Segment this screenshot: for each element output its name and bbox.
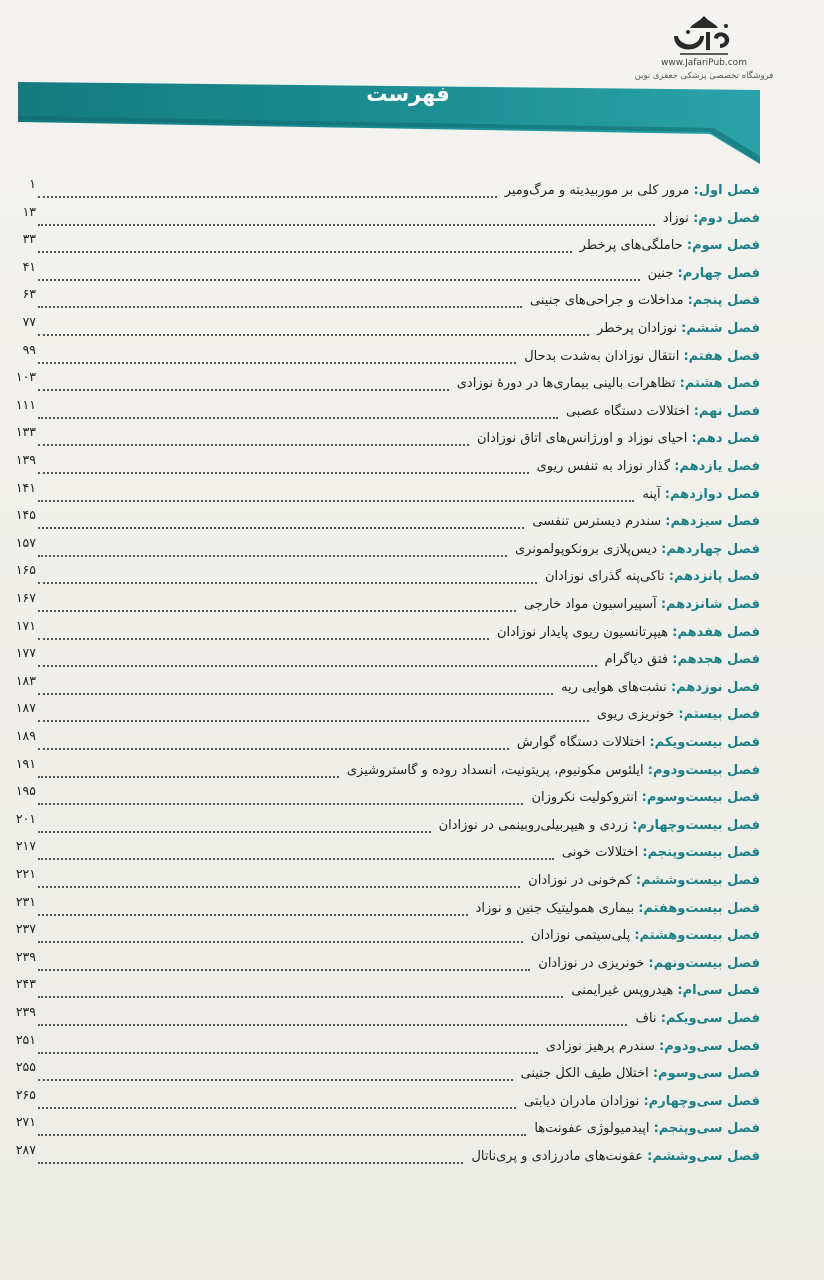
dot-leader	[38, 906, 468, 916]
chapter-entry	[605, 652, 760, 667]
toc-row	[0, 1032, 824, 1060]
toc-row	[0, 562, 824, 590]
chapter-entry	[546, 1039, 760, 1054]
chapter-label: فصل هجدهم:	[672, 652, 760, 668]
chapter-entry	[439, 818, 760, 833]
chapter-title: زردی و هیپربیلی‌روبینمی در نوزادان	[438, 817, 629, 833]
dot-leader	[38, 547, 507, 557]
toc-row	[0, 1114, 824, 1142]
chapter-title: گذار نوزاد به تنفس ریوی	[536, 459, 671, 474]
publisher-url: www.JafariPub.com	[661, 58, 747, 68]
chapter-label: فصل سی‌وسوم:	[652, 1066, 760, 1082]
chapter-title: اختلالات خونی	[561, 845, 639, 861]
chapter-label: فصل ششم:	[681, 321, 760, 336]
page-number: ۲۸۷	[15, 1142, 36, 1157]
toc-row	[0, 1142, 824, 1170]
chapter-entry	[531, 928, 760, 943]
chapter-title: اختلالات دستگاه گوارش	[516, 735, 646, 750]
dot-leader	[38, 492, 634, 502]
chapter-entry	[597, 321, 760, 336]
chapter-title: پلی‌سیتمی نوزادان	[531, 928, 631, 944]
chapter-label: فصل سی‌ویکم:	[660, 1011, 760, 1026]
page-number: ۲۳۹	[15, 948, 36, 964]
dot-leader	[38, 1126, 526, 1136]
page-number: ۱۹۵	[15, 783, 36, 799]
toc-row	[0, 811, 824, 839]
chapter-title: سندرم دیسترس تنفسی	[532, 514, 662, 530]
chapter-label: فصل بیستم:	[678, 707, 760, 723]
chapter-title: نشت‌های هوایی ریه	[561, 679, 667, 695]
page-number: ۲۳۷	[15, 921, 36, 937]
chapter-entry	[648, 266, 760, 281]
toc-row	[0, 728, 824, 756]
chapter-label: فصل سی‌وچهارم:	[643, 1093, 760, 1109]
dot-leader	[38, 271, 640, 281]
chapter-title: احیای نوزاد و اورژانس‌های اتاق نوزادان	[476, 431, 688, 447]
toc-row	[0, 1087, 824, 1115]
chapter-title: خونریزی در نوزادان	[538, 955, 645, 971]
dot-leader	[38, 216, 655, 226]
chapter-title: هیدروپس غیرایمنی	[571, 983, 674, 999]
chapter-title: دیس‌پلازی برونکوپولمونری	[514, 541, 657, 557]
chapter-entry	[497, 625, 760, 640]
dot-leader	[38, 630, 489, 640]
chapter-title: نوزادان پرخطر	[597, 321, 677, 336]
chapter-title: هیپرتانسیون ریوی پایدار نوزادان	[496, 624, 669, 640]
toc-row	[0, 1004, 824, 1032]
chapter-entry	[477, 431, 760, 446]
chapter-label: فصل پنجم:	[687, 293, 760, 309]
chapter-label: فصل چهاردهم:	[661, 541, 760, 557]
chapter-title: آسپیراسیون مواد خارجی	[523, 597, 657, 612]
dot-leader	[38, 768, 339, 778]
chapter-entry	[476, 901, 760, 916]
chapter-title: ناف	[635, 1011, 657, 1026]
dot-leader	[38, 298, 522, 308]
toc-row	[0, 397, 824, 425]
dot-leader	[38, 326, 589, 336]
chapter-entry	[534, 1121, 760, 1136]
chapter-label: فصل اول:	[693, 183, 760, 198]
chapter-label: فصل یازدهم:	[674, 459, 760, 474]
dot-leader	[38, 740, 509, 750]
dot-leader	[38, 243, 572, 253]
chapter-label: فصل سوم:	[686, 238, 760, 254]
chapter-label: فصل بیست‌وهفتم:	[638, 900, 760, 916]
page-number: ۹۹	[22, 341, 36, 357]
page-number: ۱۰۳	[15, 369, 36, 385]
chapter-label: فصل بیست‌وششم:	[635, 873, 760, 888]
chapter-label: فصل سی‌ام:	[677, 983, 760, 999]
page-number: ۱۸۷	[15, 700, 36, 716]
chapter-title: انتروکولیت نکروزان	[531, 790, 638, 806]
page-number: ۱۹۱	[15, 755, 36, 771]
publisher-name: فروشگاه تخصصی پزشکی جعفری نوین	[634, 71, 774, 81]
dot-leader	[38, 685, 553, 695]
toc-row	[0, 452, 824, 480]
page-number: ۶۳	[22, 286, 36, 302]
dot-leader	[38, 1016, 627, 1026]
chapter-entry	[515, 542, 760, 557]
dot-leader	[38, 823, 431, 833]
toc-row	[0, 369, 824, 397]
chapter-title: آپنه	[642, 486, 661, 502]
page-number: ۲۰۱	[15, 810, 36, 826]
toc-row	[0, 590, 824, 618]
page-number: ۱۴۵	[15, 507, 36, 523]
page-number: ۱۸۳	[15, 672, 36, 688]
chapter-label: فصل بیست‌ویکم:	[649, 735, 760, 750]
dot-leader	[38, 988, 563, 998]
chapter-entry	[524, 597, 760, 612]
chapter-label: فصل چهارم:	[677, 265, 760, 281]
chapter-entry	[635, 1011, 760, 1026]
page-number: ۱۳	[22, 203, 36, 219]
toc-row	[0, 1059, 824, 1087]
chapter-label: فصل بیست‌وپنجم:	[642, 845, 760, 861]
dot-leader	[38, 1154, 463, 1164]
chapter-title: مداخلات و جراحی‌های جنینی	[530, 293, 684, 309]
dot-leader	[38, 933, 523, 943]
chapter-entry	[561, 680, 760, 695]
chapter-label: فصل هفتم:	[683, 348, 760, 364]
toc-row	[0, 314, 824, 342]
chapter-title: تظاهرات بالینی بیماری‌ها در دورهٔ نوزادی	[456, 376, 676, 392]
toc-row	[0, 231, 824, 259]
publisher-logo-icon	[666, 14, 742, 58]
toc-row	[0, 259, 824, 287]
chapter-entry	[517, 735, 760, 750]
toc-row	[0, 673, 824, 701]
chapter-entry	[530, 293, 760, 308]
chapter-entry	[643, 487, 761, 502]
page-number: ۱۶۷	[15, 590, 36, 605]
dot-leader	[38, 1071, 513, 1081]
dot-leader	[38, 354, 516, 364]
chapter-label: فصل بیست‌ودوم:	[647, 762, 760, 778]
toc-row	[0, 286, 824, 314]
page-number: ۲۷۱	[15, 1114, 36, 1130]
page-number: ۷۷	[22, 314, 36, 329]
chapter-label: فصل دهم:	[691, 431, 760, 447]
chapter-label: فصل هشتم:	[679, 376, 760, 392]
toc-row	[0, 176, 824, 204]
contents-banner	[18, 72, 760, 164]
chapter-entry	[505, 183, 760, 198]
chapter-entry	[545, 569, 760, 584]
page-number: ۱	[29, 176, 36, 191]
chapter-entry	[538, 956, 760, 971]
chapter-entry	[528, 873, 760, 888]
toc-row	[0, 700, 824, 728]
toc-row	[0, 424, 824, 452]
chapter-title: تاکی‌پنه گذرای نوزادان	[544, 569, 665, 585]
chapter-entry	[566, 404, 760, 419]
chapter-label: فصل دوازدهم:	[664, 486, 760, 502]
chapter-label: فصل سی‌ودوم:	[659, 1038, 760, 1054]
dot-leader	[38, 464, 529, 474]
toc-row	[0, 342, 824, 370]
dot-leader	[38, 712, 589, 722]
chapter-entry	[580, 238, 760, 253]
chapter-entry	[532, 790, 761, 805]
chapter-title: عفونت‌های مادرزادی و پری‌ناتال	[471, 1149, 643, 1164]
page-number: ۱۶۵	[15, 562, 36, 578]
chapter-label: فصل بیست‌وهشتم:	[634, 928, 760, 944]
chapter-label: فصل پانزدهم:	[668, 569, 760, 585]
dot-leader	[38, 409, 558, 419]
toc-row	[0, 204, 824, 232]
dot-leader	[38, 602, 516, 612]
dot-leader	[38, 961, 530, 971]
page-number: ۱۸۹	[15, 728, 36, 743]
dot-leader	[38, 878, 520, 888]
page-number: ۲۵۵	[15, 1059, 36, 1075]
chapter-entry	[571, 983, 760, 998]
chapter-entry	[663, 211, 760, 226]
page-number: ۲۵۱	[15, 1031, 36, 1047]
page-number: ۱۴۱	[15, 479, 36, 495]
dot-leader	[38, 795, 523, 805]
chapter-entry	[457, 376, 760, 391]
chapter-entry	[347, 763, 760, 778]
chapter-label: فصل بیست‌وسوم:	[641, 790, 760, 806]
dot-leader	[38, 657, 597, 667]
chapter-label: فصل هفدهم:	[672, 624, 760, 640]
chapter-title: سندرم پرهیز نوزادی	[545, 1038, 655, 1054]
page-number: ۲۲۱	[15, 866, 36, 881]
chapter-title: اختلال طیف الکل جنینی	[520, 1066, 649, 1082]
toc-row	[0, 976, 824, 1004]
page-number: ۳۳	[22, 231, 36, 247]
chapter-entry	[524, 349, 760, 364]
toc-row	[0, 756, 824, 784]
toc-row	[0, 618, 824, 646]
chapter-label: فصل نهم:	[693, 403, 760, 419]
chapter-label: فصل سی‌وپنجم:	[653, 1121, 760, 1137]
dot-leader	[38, 188, 497, 198]
chapter-title: ایلئوس مکونیوم، پریتونیت، انسداد روده و گاستروشیزی	[346, 762, 644, 778]
toc-row	[0, 783, 824, 811]
chapter-title: خونریزی ریوی	[596, 707, 675, 723]
chapter-entry	[471, 1149, 760, 1164]
page-number: ۲۶۵	[15, 1086, 36, 1102]
page-number: ۲۳۹	[15, 1004, 36, 1019]
page-number: ۲۴۳	[15, 976, 36, 992]
chapter-label: فصل نوزدهم:	[670, 679, 760, 695]
chapter-title: مرور کلی بر موربیدیته و مرگ‌ومیر	[504, 183, 690, 198]
chapter-title: حاملگی‌های پرخطر	[579, 238, 683, 254]
page-number: ۱۳۹	[15, 452, 36, 467]
page-number: ۱۵۷	[15, 534, 36, 550]
chapter-label: فصل بیست‌ونهم:	[648, 955, 760, 971]
chapter-entry	[532, 514, 760, 529]
dot-leader	[38, 1099, 516, 1109]
dot-leader	[38, 436, 469, 446]
chapter-label: فصل شانزدهم:	[660, 597, 760, 612]
page-number: ۱۱۱	[15, 396, 36, 412]
toc-row	[0, 894, 824, 922]
chapter-title: نوزادان مادران دیابتی	[524, 1093, 640, 1109]
toc-row	[0, 645, 824, 673]
toc-row	[0, 866, 824, 894]
chapter-label: فصل سیزدهم:	[665, 514, 760, 530]
toc-row	[0, 921, 824, 949]
page-number: ۲۱۷	[15, 838, 36, 854]
chapter-title: کم‌خونی در نوزادان	[528, 873, 632, 888]
toc-row	[0, 507, 824, 535]
chapter-label: فصل سی‌وششم:	[647, 1149, 760, 1164]
dot-leader	[38, 519, 524, 529]
chapter-title: جنین	[647, 265, 674, 281]
page-number: ۱۷۱	[15, 617, 36, 633]
chapter-entry	[597, 707, 760, 722]
page-number: ۲۳۱	[15, 893, 36, 909]
chapter-label: فصل بیست‌وچهارم:	[632, 817, 760, 833]
chapter-entry	[521, 1066, 760, 1081]
chapter-title: نوزاد	[662, 210, 689, 226]
toc-row	[0, 480, 824, 508]
chapter-title: اختلالات دستگاه عصبی	[565, 403, 690, 419]
chapter-title: فتق دیاگرام	[604, 652, 669, 668]
page-number: ۱۳۳	[15, 424, 36, 440]
page-number: ۴۱	[22, 258, 36, 274]
dot-leader	[38, 850, 554, 860]
toc-row	[0, 949, 824, 977]
dot-leader	[38, 381, 449, 391]
page-title: فهرست	[366, 82, 450, 106]
toc-row	[0, 838, 824, 866]
chapter-title: انتقال نوزادان به‌شدت بدحال	[524, 348, 680, 364]
dot-leader	[38, 574, 537, 584]
chapter-title: اپیدمیولوژی عفونت‌ها	[534, 1121, 650, 1137]
dot-leader	[38, 1044, 538, 1054]
chapter-entry	[562, 845, 760, 860]
chapter-label: فصل دوم:	[693, 210, 760, 226]
chapter-title: بیماری همولیتیک جنین و نوزاد	[475, 900, 635, 916]
chapter-entry	[537, 459, 760, 474]
page-number: ۱۷۷	[15, 645, 36, 661]
toc-row	[0, 535, 824, 563]
chapter-entry	[524, 1094, 760, 1109]
